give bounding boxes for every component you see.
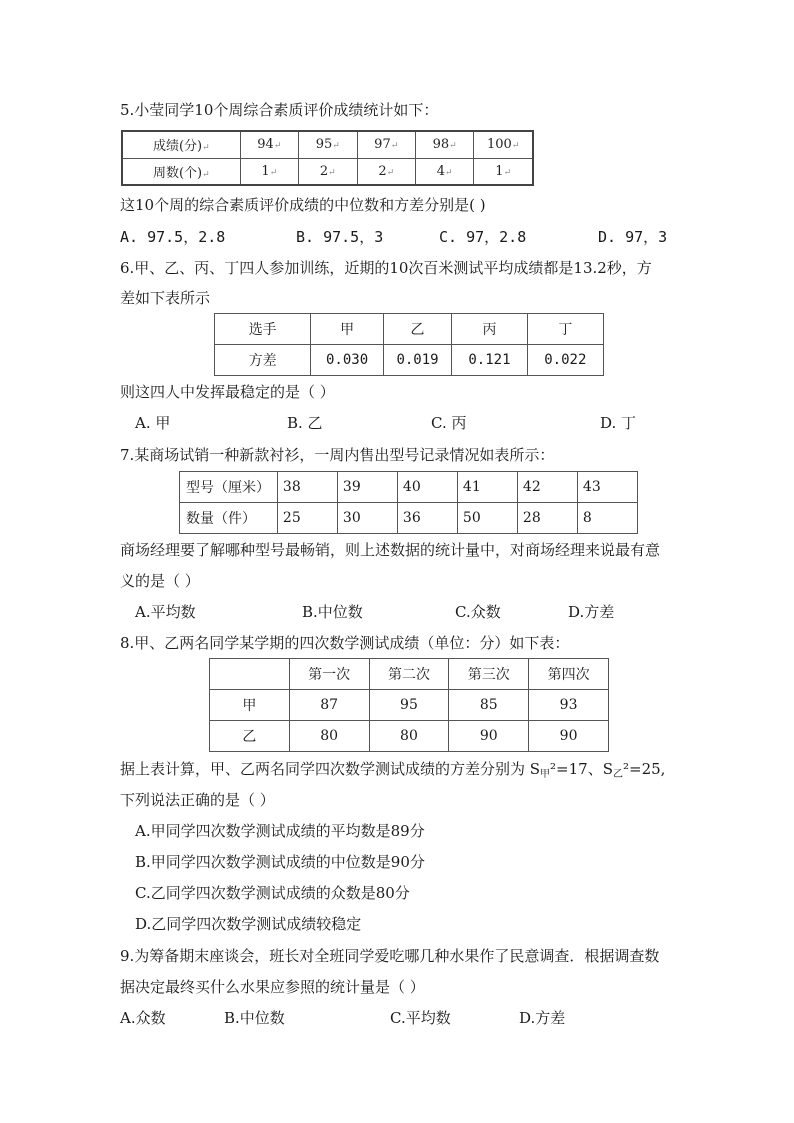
q8-statement-prefix: 据上表计算，甲、乙两名同学四次数学测试成绩的方差分别为 S [120, 760, 541, 778]
q5-weeks-row: 周数(个)↵ 1↵ 2↵ 2↵ 4↵ 1↵ [122, 158, 533, 185]
q6-option-d: D. 丁 [600, 414, 637, 432]
q8-yi-cell: 80 [289, 721, 369, 752]
q5-score-row: 成绩(分)↵ 94↵ 95↵ 97↵ 98↵ 100↵ [122, 131, 533, 158]
q8-row-label-jia: 甲 [210, 690, 290, 721]
q5-option-a: A. 97.5，2.8 [120, 228, 226, 246]
q6-option-c: C. 丙 [431, 414, 467, 432]
q8-variance-statement [120, 759, 665, 782]
q6-stem-line1: 6.甲、乙、丙、丁四人参加训练，近期的10次百米测试平均成绩都是13.2秒，方 [120, 259, 652, 277]
q7-size-cell: 40 [397, 472, 457, 503]
q8-row-label-yi: 乙 [210, 721, 290, 752]
q5-score-cell: 95 [315, 137, 333, 153]
q9-stem-line1: 9.为筹备期末座谈会，班长对全班同学爱吃哪几种水果作了民意调查．根据调查数 [120, 947, 660, 965]
q8-jia-cell: 95 [369, 690, 449, 721]
q5-score-cell: 100 [487, 137, 512, 153]
q7-question-line2: 义的是（ ） [120, 572, 200, 590]
q6-variance-cell: 0.121 [452, 345, 527, 376]
q7-size-cell: 39 [337, 472, 397, 503]
q7-quantity-cell: 50 [457, 503, 517, 534]
q8-option-b: B.甲同学四次数学测试成绩的中位数是90分 [135, 853, 425, 871]
q7-question-line1: 商场经理要了解哪种型号最畅销，则上述数据的统计量中，对商场经理来说最有意 [120, 541, 661, 559]
q9-option-c: C.平均数 [390, 1009, 451, 1027]
q5-weeks-cell: 1 [261, 163, 270, 179]
q7-row-label-size: 型号（厘米） [180, 472, 278, 503]
q5-score-cell: 94 [257, 137, 274, 153]
q8-option-d: D.乙同学四次数学测试成绩较稳定 [135, 915, 362, 933]
q8-jia-row [210, 690, 609, 721]
q5-weeks-cell: 4 [436, 163, 446, 179]
q6-header-cell: 甲 [311, 314, 383, 345]
q6-header-cell: 丁 [527, 314, 603, 345]
q8-header-cell: 第四次 [529, 659, 609, 690]
q5-option-c: C. 97，2.8 [439, 228, 527, 246]
q9-option-b: B.中位数 [224, 1009, 285, 1027]
q8-yi-cell: 80 [369, 721, 449, 752]
q5-option-d: D. 97，3 [598, 228, 668, 246]
q7-quantity-cell: 25 [277, 503, 337, 534]
q5-score-cell: 98 [432, 137, 450, 153]
q6-header-row [215, 314, 604, 345]
q8-statement-mid: ²=17、S [550, 760, 613, 778]
q6-header-cell: 乙 [383, 314, 451, 345]
q6-option-b: B. 乙 [287, 414, 323, 432]
q8-header-cell: 第二次 [369, 659, 449, 690]
q8-stem: 8.甲、乙两名同学某学期的四次数学测试成绩（单位：分）如下表： [120, 634, 570, 652]
q6-question: 则这四人中发挥最稳定的是（ ） [120, 383, 335, 401]
q8-jia-cell: 87 [289, 690, 369, 721]
q7-size-cell: 43 [577, 472, 637, 503]
q9-stem-line2: 据决定最终买什么水果应参照的统计量是（ ） [120, 978, 425, 996]
q7-table [179, 471, 638, 534]
q5-question: 这10个周的综合素质评价成绩的中位数和方差分别是( ) [120, 196, 486, 214]
q8-header-cell [210, 659, 290, 690]
q5-weeks-cell: 2 [319, 163, 329, 179]
q7-option-c: C.众数 [455, 603, 501, 621]
q5-weeks-cell: 2 [378, 163, 387, 179]
q8-sub-jia: 甲 [540, 769, 551, 780]
q8-option-a: A.甲同学四次数学测试成绩的平均数是89分 [135, 822, 425, 840]
q9-option-d: D.方差 [519, 1009, 566, 1027]
q5-stem: 5.小莹同学10个周综合素质评价成绩统计如下： [120, 101, 439, 119]
q6-option-a: A. 甲 [135, 414, 171, 432]
q5-row-label-score: 成绩(分) [152, 139, 203, 155]
q7-size-cell: 41 [457, 472, 517, 503]
q8-jia-cell: 85 [449, 690, 529, 721]
q6-header-cell: 选手 [215, 314, 311, 345]
q7-row-label-quantity: 数量（件） [180, 503, 278, 534]
q8-option-c: C.乙同学四次数学测试成绩的众数是80分 [135, 884, 410, 902]
q5-weeks-cell: 1 [495, 163, 504, 179]
q5-table [121, 130, 534, 186]
q7-size-cell: 42 [517, 472, 577, 503]
q7-stem: 7.某商场试销一种新款衬衫，一周内售出型号记录情况如表所示： [120, 446, 555, 464]
q7-size-row [180, 472, 638, 503]
q8-header-cell: 第一次 [289, 659, 369, 690]
q8-statement-suffix: ²=25, [623, 760, 666, 778]
q7-quantity-row [180, 503, 638, 534]
q6-header-cell: 丙 [452, 314, 527, 345]
q6-variance-cell: 0.030 [311, 345, 383, 376]
q8-jia-cell: 93 [529, 690, 609, 721]
q8-header-cell: 第三次 [449, 659, 529, 690]
q6-variance-cell: 0.019 [383, 345, 451, 376]
q7-quantity-cell: 30 [337, 503, 397, 534]
q6-variance-cell: 0.022 [527, 345, 603, 376]
q7-size-cell: 38 [277, 472, 337, 503]
q6-variance-row [215, 345, 604, 376]
q7-option-d: D.方差 [568, 603, 615, 621]
q7-option-a: A.平均数 [135, 603, 196, 621]
q7-quantity-cell: 8 [577, 503, 637, 534]
q6-stem-line2: 差如下表所示 [120, 289, 211, 307]
q6-variance-cell: 方差 [215, 345, 311, 376]
q5-option-b: B. 97.5，3 [296, 228, 384, 246]
q9-option-a: A.众数 [120, 1009, 166, 1027]
q8-table [209, 658, 609, 752]
q8-header-row [210, 659, 609, 690]
q8-question: 下列说法正确的是（ ） [120, 791, 275, 809]
q6-table [214, 313, 604, 376]
q8-yi-cell: 90 [449, 721, 529, 752]
q7-quantity-cell: 36 [397, 503, 457, 534]
q7-quantity-cell: 28 [517, 503, 577, 534]
q7-option-b: B.中位数 [302, 603, 363, 621]
q5-row-label-weeks: 周数(个) [152, 165, 203, 181]
q5-score-cell: 97 [374, 137, 391, 153]
q8-yi-row [210, 721, 609, 752]
q8-sub-yi: 乙 [613, 769, 623, 780]
q8-yi-cell: 90 [529, 721, 609, 752]
